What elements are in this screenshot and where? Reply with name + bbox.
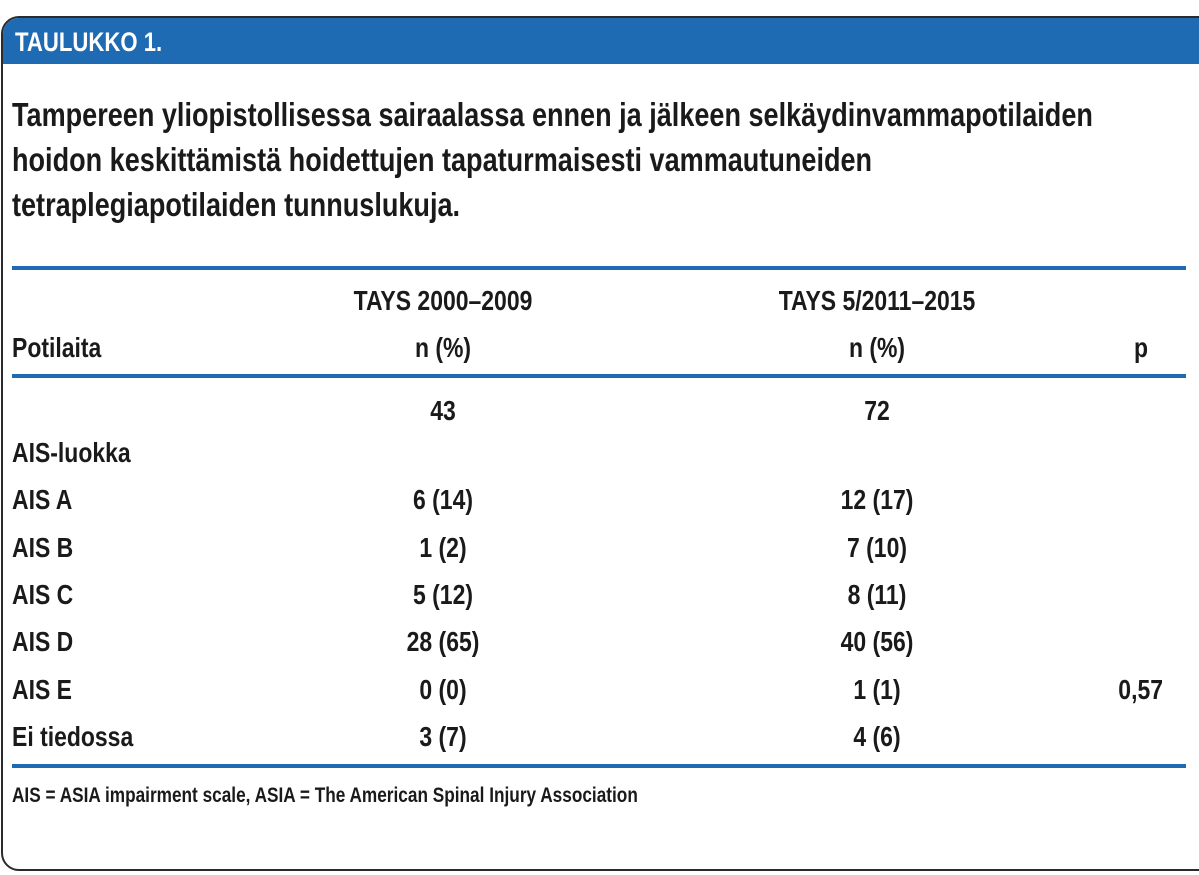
row-value-group1: 5 (12)	[413, 579, 473, 610]
row-value-group2: 1 (1)	[853, 674, 901, 705]
row-value-group1: 0 (0)	[419, 674, 467, 705]
header-rule	[12, 374, 1186, 378]
row-value-group1: 6 (14)	[413, 484, 473, 515]
row-label: AIS D	[12, 626, 74, 657]
row-value-group2: 8 (11)	[847, 579, 907, 610]
column-header-p: p	[1133, 332, 1148, 363]
row-label: Ei tiedossa	[12, 721, 134, 752]
column-header-row-label: Potilaita	[12, 332, 102, 363]
column-header-group1: TAYS 2000–2009	[353, 285, 533, 316]
column-header-unit1: n (%)	[414, 332, 472, 363]
table-header-bar	[3, 18, 1199, 64]
table-title: Tampereen yliopistollisessa sairaalassa ennen ja jälkeen selkäydinvammapotilaiden hoidon keskittämistä hoidettujen tapaturmaisesti vammautuneiden tetraplegiapotilaiden tunnuslukuja.	[12, 96, 1093, 223]
top-rule	[12, 266, 1186, 270]
row-value-group1: 43	[430, 395, 456, 426]
row-label: AIS E	[12, 674, 72, 705]
row-label: AIS-luokka	[12, 437, 131, 468]
row-label: AIS B	[12, 532, 74, 563]
row-value-group2: 72	[864, 395, 890, 426]
column-header-unit2: n (%)	[848, 332, 906, 363]
row-label: AIS C	[12, 579, 74, 610]
row-value-group2: 4 (6)	[853, 721, 901, 752]
row-value-group1: 3 (7)	[419, 721, 467, 752]
row-label: AIS A	[12, 484, 73, 515]
bottom-rule	[12, 764, 1186, 768]
column-header-group2: TAYS 5/2011–2015	[778, 285, 976, 316]
row-value-group1: 1 (2)	[419, 532, 467, 563]
row-p-value: 0,57	[1118, 674, 1163, 705]
table-number-label: TAULUKKO 1.	[15, 27, 163, 57]
row-value-group2: 12 (17)	[840, 484, 914, 515]
row-value-group2: 40 (56)	[840, 626, 914, 657]
row-value-group1: 28 (65)	[406, 626, 480, 657]
row-value-group2: 7 (10)	[847, 532, 907, 563]
table-footnote: AIS = ASIA impairment scale, ASIA = The American Spinal Injury Association	[12, 784, 638, 807]
